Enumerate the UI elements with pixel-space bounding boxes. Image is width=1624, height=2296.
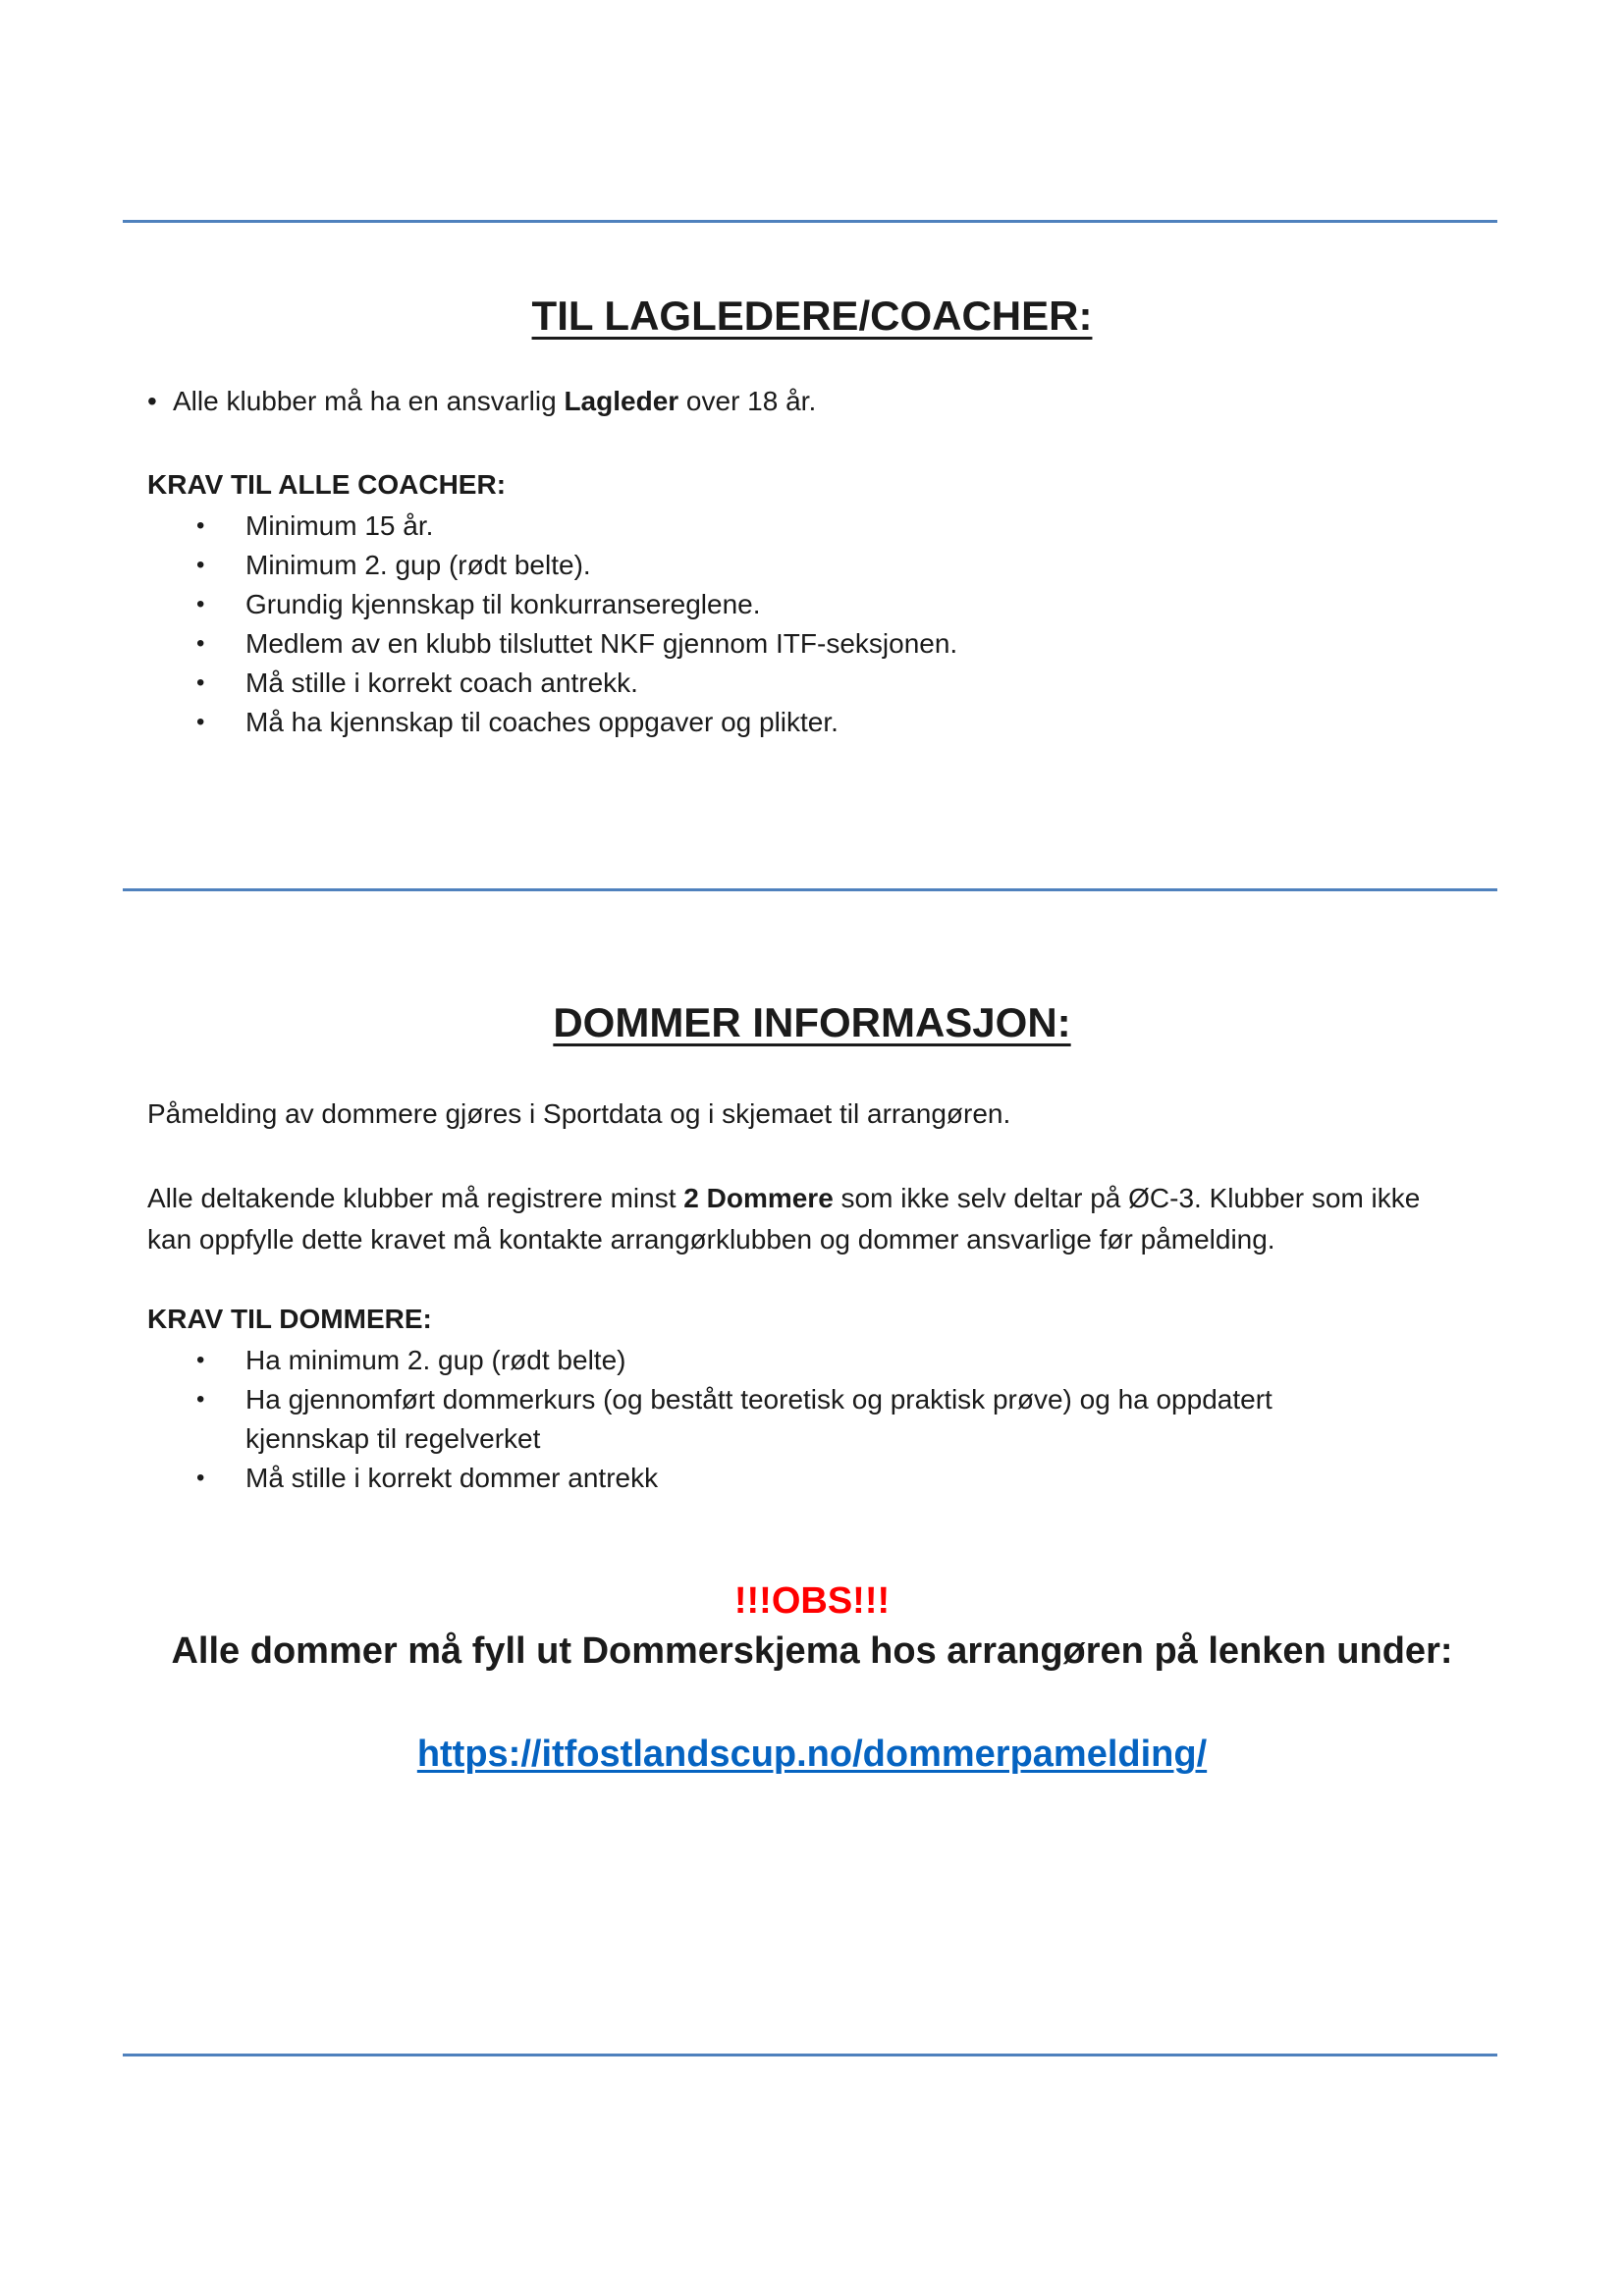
list-item-text: Minimum 15 år. [245, 510, 434, 541]
list-item-text: Minimum 2. gup (rødt belte). [245, 550, 591, 580]
coach-requirements-list [196, 507, 1624, 742]
list-item [196, 1459, 1624, 1498]
middle-divider-line [123, 888, 1497, 891]
judge-registration-info: Påmelding av dommere gjøres i Sportdata og i skjemaet til arrangøren. [147, 1098, 1011, 1129]
link-line [147, 1732, 1477, 1777]
bullet-icon: • [196, 709, 205, 735]
list-item-text: Må ha kjennskap til coaches oppgaver og plikter. [245, 707, 839, 737]
list-item-text: Medlem av en klubb tilsluttet NKF gjennom ITF-seksjonen. [245, 628, 958, 659]
judge-form-instruction: Alle dommer må fyll ut Dommerskjema hos arrangøren på lenken under: [171, 1630, 1453, 1672]
bullet-icon: • [196, 630, 205, 657]
lagleder-bold-text: Lagleder [564, 386, 679, 416]
bullet-icon: • [196, 1465, 205, 1491]
list-item-text: Ha gjennomført dommerkurs (og bestått teoretisk og praktisk prøve) og ha oppdatert kjennskap til regelverket [245, 1384, 1272, 1454]
bullet-icon: • [196, 512, 205, 539]
bullet-icon: • [196, 1386, 205, 1413]
list-item [196, 703, 1624, 742]
coach-intro-bullet-line [147, 381, 1477, 422]
list-item-text: Må stille i korrekt dommer antrekk [245, 1463, 659, 1493]
two-judges-bold-text: 2 Dommere [683, 1183, 834, 1213]
obs-warning: !!!OBS!!! [733, 1580, 891, 1622]
list-item [196, 624, 1624, 664]
list-item [196, 664, 1624, 703]
judge-section-title: DOMMER INFORMASJON: [553, 999, 1071, 1045]
dommer-registration-link[interactable]: https://itfostlandscup.no/dommerpamelding/ [416, 1734, 1208, 1775]
judge-requirements-heading: KRAV TIL DOMMERE: [147, 1304, 432, 1334]
bullet-icon: • [196, 552, 205, 578]
list-item [196, 1380, 1624, 1459]
list-item [196, 507, 1624, 546]
list-item-text: Grundig kjennskap til konkurransereglene. [245, 589, 761, 619]
coach-section-title: TIL LAGLEDERE/COACHER: [531, 293, 1093, 339]
top-divider-line [123, 220, 1497, 223]
list-item-text: Må stille i korrekt coach antrekk. [245, 667, 638, 698]
coach-requirements-heading: KRAV TIL ALLE COACHER: [147, 469, 507, 500]
bullet-icon: • [196, 1347, 205, 1373]
bottom-divider-line [123, 2054, 1497, 2056]
list-item [196, 546, 1624, 585]
list-item-text: Ha minimum 2. gup (rødt belte) [245, 1345, 626, 1375]
judge-requirements-list [196, 1341, 1624, 1498]
list-item [196, 1341, 1624, 1380]
bullet-icon: • [196, 669, 205, 696]
coach-intro-text: Alle klubber må ha en ansvarlig Lagleder over 18 år. [173, 386, 817, 416]
bullet-icon: • [196, 591, 205, 617]
judge-club-requirement: Alle deltakende klubber må registrere minst 2 Dommere som ikke selv deltar på ØC-3. Klubber som ikke kan oppfylle dette kravet må kontakte arrangørklubben og dommer ansvarlige før påmelding. [147, 1183, 1421, 1255]
bullet-icon: • [147, 386, 157, 416]
list-item [196, 585, 1624, 624]
